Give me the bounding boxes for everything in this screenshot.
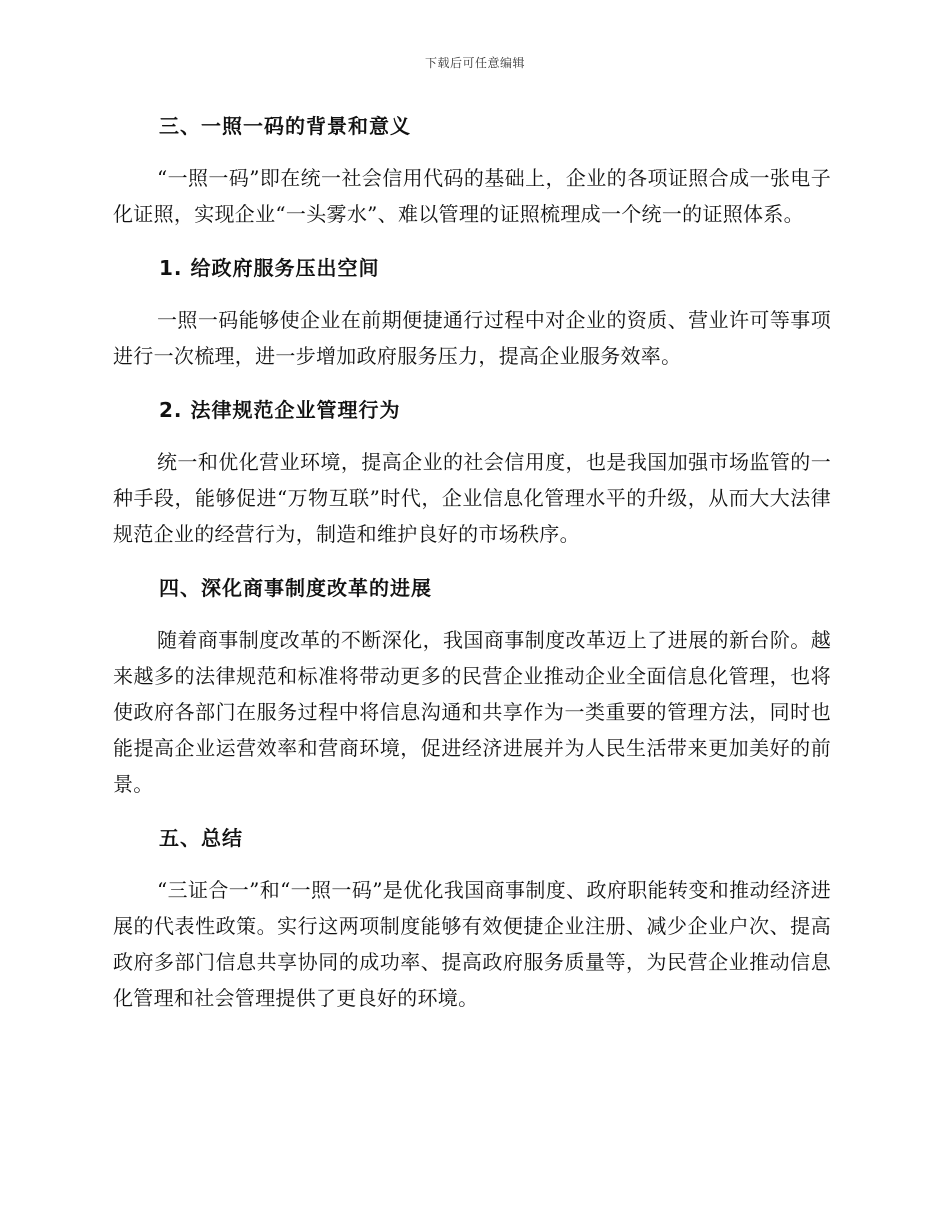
section-paragraph-government-service: 一照一码能够使企业在前期便捷通行过程中对企业的资质、营业许可等事项进行一次梳理，进一步增加政府服务压力，提高企业服务效率。 <box>113 308 831 368</box>
page-header-note: 下载后可任意编辑 <box>424 56 525 70</box>
section-heading-summary: 五、总结 <box>159 826 243 850</box>
section-heading-reform-progress: 四、深化商事制度改革的进展 <box>159 576 432 600</box>
section-paragraph-legal-regulation: 统一和优化营业环境，提高企业的社会信用度，也是我国加强市场监管的一种手段，能够促进“万物互联”时代，企业信息化管理水平的升级，从而大大法律规范企业的经营行为，制造和维护良好的市场秩序。 <box>113 450 831 546</box>
section-paragraph-summary: “三证合一”和“一照一码”是优化我国商事制度、政府职能转变和推动经济进展的代表性政策。实行这两项制度能够有效便捷企业注册、减少企业户次、提高政府多部门信息共享协同的成功率、提高政府服务质量等，为民营企业推动信息化管理和社会管理提供了更良好的环境。 <box>113 878 831 1010</box>
section-heading-background: 三、一照一码的背景和意义 <box>159 114 411 138</box>
document-body <box>113 108 831 1016</box>
section-paragraph-reform-progress: 随着商事制度改革的不断深化，我国商事制度改革迈上了进展的新台阶。越来越多的法律规范和标准将带动更多的民营企业推动企业全面信息化管理，也将使政府各部门在服务过程中将信息沟通和共享作为一类重要的管理方法，同时也能提高企业运营效率和营商环境，促进经济进展并为人民生活带来更加美好的前景。 <box>113 628 831 796</box>
section-heading-government-service: 1. 给政府服务压出空间 <box>159 256 380 280</box>
section-paragraph-background: “一照一码”即在统一社会信用代码的基础上，企业的各项证照合成一张电子化证照，实现企业“一头雾水”、难以管理的证照梳理成一个统一的证照体系。 <box>113 166 831 226</box>
section-heading-legal-regulation: 2. 法律规范企业管理行为 <box>159 398 401 422</box>
